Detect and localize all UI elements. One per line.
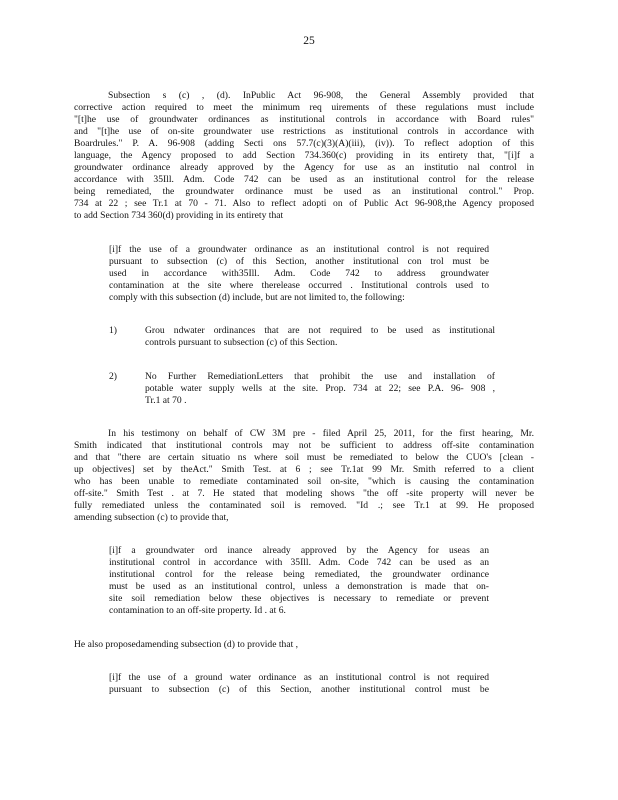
list-item-line: Grou ndwater ordinances that are not required to be used as institutional — [145, 325, 495, 336]
quote1-line: used in accordance with35Ill. Adm. Code 742 to address groundwater — [109, 268, 489, 279]
para2-line: up objectives] set by theAct." Smith Test. at 6 ; see Tr.1at 99 Mr. Smith referred to a client — [74, 464, 534, 475]
para1-line: to add Section 734 360(d) providing in its entirety that — [74, 210, 284, 221]
para2-line: off-site." Smith Test . at 7. He stated that modeling shows "the off -site property will never be — [74, 488, 534, 499]
para2-line: fully remediated unless the contaminated soil is removed. "Id .; see Tr.1 at 99. He proposed — [74, 500, 534, 511]
para3-line: He also proposedamending subsection (d) to provide that , — [74, 639, 299, 650]
para2-line: amending subsection (c) to provide that, — [74, 512, 229, 523]
quote1-line: pursuant to subsection (c) of this Section, another institutional con trol must be — [109, 256, 489, 267]
list-item-line: No Further RemediationLetters that prohibit the use and installation of — [145, 371, 495, 382]
para1-line: being remediated, the groundwater ordinance must be used as an institutional control." Prop. — [74, 186, 534, 197]
quote2-line: [i]f a groundwater ord inance already approved by the Agency for useas an — [109, 545, 489, 556]
quote1-line: [i]f the use of a groundwater ordinance as an institutional control is not required — [109, 244, 489, 255]
quote1-line: contamination at the site where therelease occurred . Institutional controls used to — [109, 280, 489, 291]
quote1-line: comply with this subsection (d) include, but are not limited to, the following: — [109, 292, 405, 303]
para2-line: Smith indicated that institutional controls may not be sufficient to address off-site contamination — [74, 440, 534, 451]
quote3-line: pursuant to subsection (c) of this Section, another institutional control must be — [109, 684, 489, 695]
list-item-number: 2) — [109, 371, 117, 382]
quote3-line: [i]f the use of a ground water ordinance as an institutional control is not required — [109, 672, 489, 683]
para2-line: In his testimony on behalf of CW 3M pre - filed April 25, 2011, for the first hearing, Mr. — [108, 428, 534, 439]
para1-line: Boardrules." P. A. 96-908 (adding Secti ons 57.7(c)(3)(A)(iii), (iv)). To reflect adoption of this — [74, 138, 534, 149]
quote2-line: contamination to an off-site property. Id . at 6. — [109, 605, 286, 616]
para1-line: "[t]he use of groundwater ordinances as institutional controls in accordance with Board rules" — [74, 114, 534, 125]
quote2-line: institutional control for the release being remediated, the groundwater ordinance — [109, 569, 489, 580]
quote2-line: institutional control in accordance with 35Ill. Adm. Code 742 can be used as an — [109, 557, 489, 568]
para2-line: and that "there are certain situatio ns where soil must be remediated to below the CUO's [clean - — [74, 452, 534, 463]
para1-line: accordance with 35Ill. Adm. Code 742 can be used as an institutional control for the release — [74, 174, 534, 185]
list-item-number: 1) — [109, 325, 117, 336]
para1-line: groundwater ordinance already approved by the Agency for use as an institutio nal control in — [74, 162, 534, 173]
para1-line: language, the Agency proposed to add Section 734.360(c) providing in its entirety that, "[i]f a — [74, 150, 534, 161]
para1-line: Subsection s (c) , (d). InPublic Act 96-908, the General Assembly provided that — [108, 90, 534, 101]
quote2-line: must be used as an institutional control, unless a demonstration is made that on- — [109, 581, 489, 592]
list-item-line: controls pursuant to subsection (c) of this Section. — [145, 337, 338, 348]
list-item-line: potable water supply wells at the site. Prop. 734 at 22; see P.A. 96- 908 , — [145, 383, 495, 394]
list-item-line: Tr.1 at 70 . — [145, 395, 187, 406]
para1-line: and "[t]he use of on-site groundwater use restrictions as institutional controls in accordance with — [74, 126, 534, 137]
para2-line: who has been unable to remediate contaminated soil on-site, "which is causing the contamination — [74, 476, 534, 487]
page-number: 25 — [303, 35, 315, 47]
para1-line: corrective action required to meet the minimum req uirements of these regulations must include — [74, 102, 534, 113]
para1-line: 734 at 22 ; see Tr.1 at 70 - 71. Also to reflect adopti on of Public Act 96-908,the Agency proposed — [74, 198, 534, 209]
quote2-line: site soil remediation below these objectives is necessary to remediate or prevent — [109, 593, 489, 604]
